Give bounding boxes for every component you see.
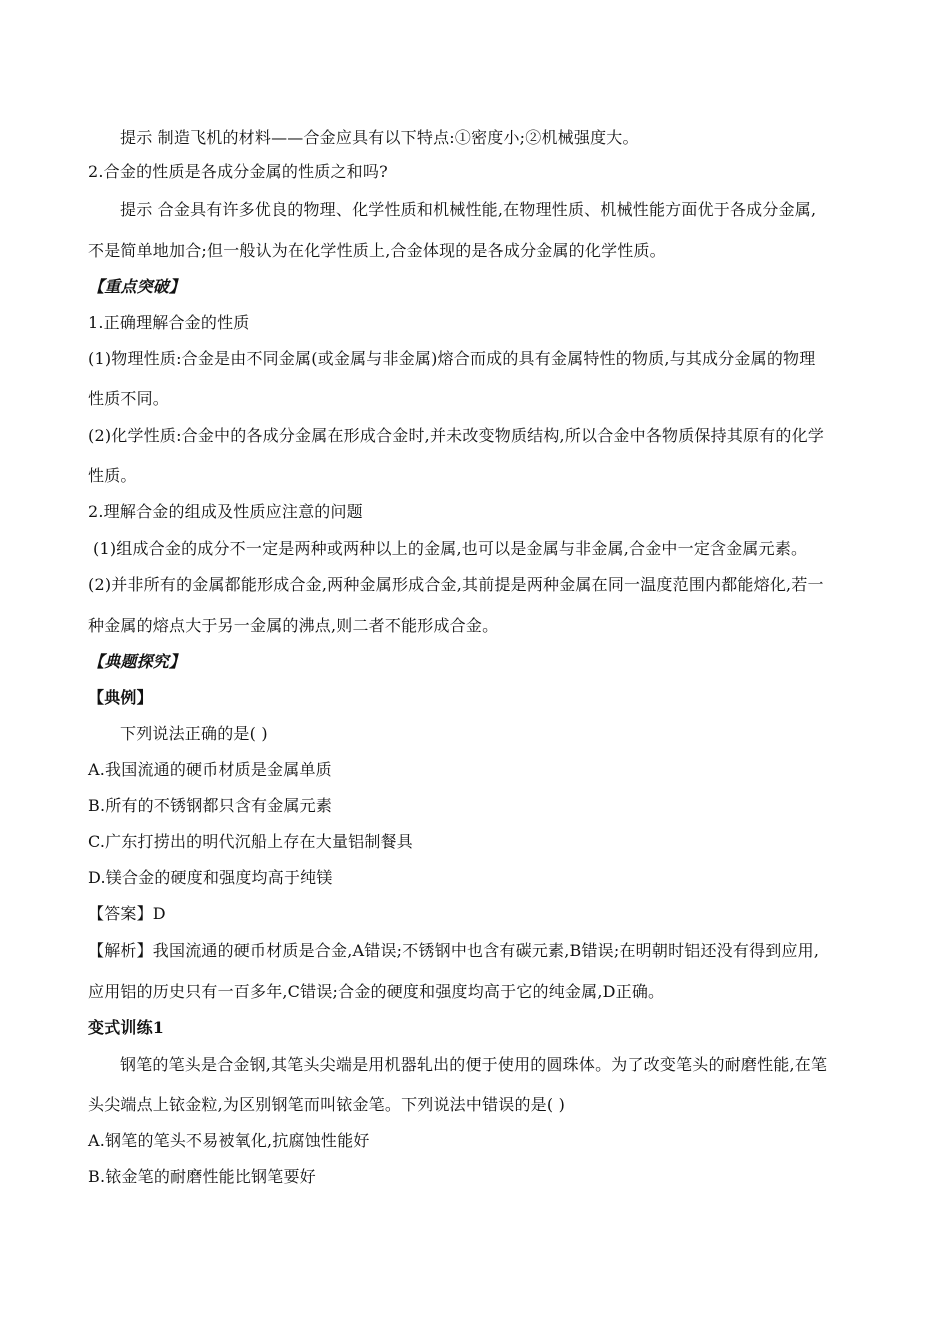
point-2-2-line-2: 种金属的熔点大于另一金属的沸点,则二者不能形成合金。: [88, 616, 499, 635]
section-heading-key-points: 【重点突破】: [88, 277, 186, 296]
option-c: C.广东打捞出的明代沉船上存在大量铝制餐具: [88, 832, 413, 851]
answer: 【答案】D: [88, 904, 166, 923]
variant-option-a: A.钢笔的笔头不易被氧化,抗腐蚀性能好: [88, 1131, 370, 1150]
point-1-2-line-1: (2)化学性质:合金中的各成分金属在形成合金时,并未改变物质结构,所以合金中各物质保持其原有的化学: [88, 426, 825, 445]
analysis-line-1: 【解析】我国流通的硬币材质是合金,A错误;不锈钢中也含有碳元素,B错误;在明朝时铝还没有得到应用,: [88, 941, 820, 960]
point-1-2-line-2: 性质。: [88, 466, 137, 485]
hint-1: 提示 制造飞机的材料——合金应具有以下特点:①密度小;②机械强度大。: [120, 128, 639, 147]
point-2-title: 2.理解合金的组成及性质应注意的问题: [88, 502, 363, 521]
variant-option-b: B.铱金笔的耐磨性能比钢笔要好: [88, 1167, 316, 1186]
example-heading: 【典例】: [88, 688, 153, 707]
option-d: D.镁合金的硬度和强度均高于纯镁: [88, 868, 333, 887]
example-question: 下列说法正确的是( ): [120, 724, 268, 743]
variant-question-line-2: 头尖端点上铱金粒,为区别钢笔而叫铱金笔。下列说法中错误的是( ): [88, 1095, 566, 1114]
option-a: A.我国流通的硬币材质是金属单质: [88, 760, 332, 779]
point-1-title: 1.正确理解合金的性质: [88, 313, 250, 332]
point-1-1-line-2: 性质不同。: [88, 389, 170, 408]
option-b: B.所有的不锈钢都只含有金属元素: [88, 796, 333, 815]
hint-2-line-2: 不是简单地加合;但一般认为在化学性质上,合金体现的是各成分金属的化学性质。: [88, 241, 666, 260]
section-heading-examples: 【典题探究】: [88, 652, 186, 671]
point-2-1: (1)组成合金的成分不一定是两种或两种以上的金属,也可以是金属与非金属,合金中一定含金属元素。: [93, 539, 808, 558]
variant-training-heading: 变式训练1: [88, 1018, 165, 1037]
hint-2-line-1: 提示 合金具有许多优良的物理、化学性质和机械性能,在物理性质、机械性能方面优于各成分金属,: [120, 200, 817, 219]
question-2: 2.合金的性质是各成分金属的性质之和吗?: [88, 162, 388, 181]
point-2-2-line-1: (2)并非所有的金属都能形成合金,两种金属形成合金,其前提是两种金属在同一温度范围内都能熔化,若一: [88, 575, 824, 594]
analysis-line-2: 应用铝的历史只有一百多年,C错误;合金的硬度和强度均高于它的纯金属,D正确。: [88, 982, 665, 1001]
point-1-1-line-1: (1)物理性质:合金是由不同金属(或金属与非金属)熔合而成的具有金属特性的物质,与其成分金属的物理: [88, 349, 816, 368]
variant-question-line-1: 钢笔的笔头是合金钢,其笔头尖端是用机器轧出的便于使用的圆珠体。为了改变笔头的耐磨性能,在笔: [120, 1055, 828, 1074]
